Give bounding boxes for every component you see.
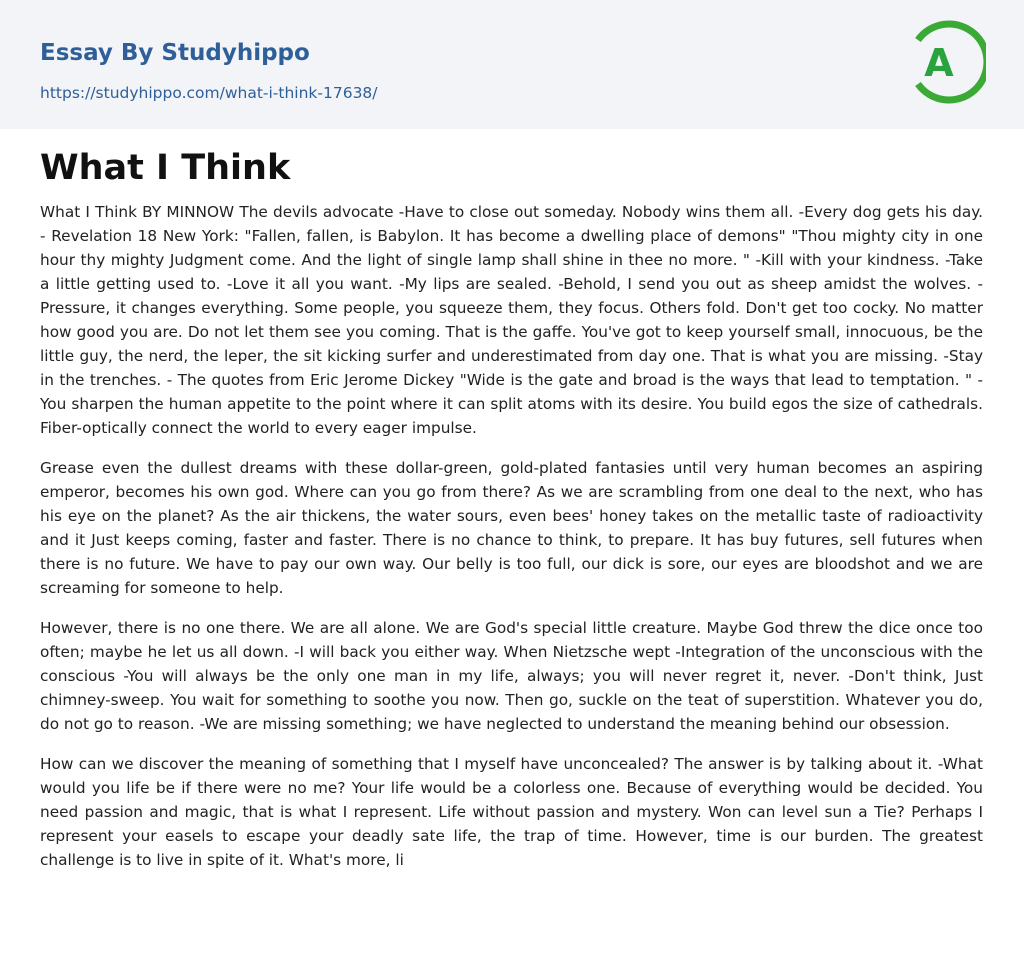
essay-paragraph: How can we discover the meaning of something that I myself have unconcealed? The answer is by talking about it. -What would you life be if there were no me? Your life would be a colorless one. Because of everything would be decided. You need passion and magic, that is what I represent. Life without passion and mystery. Won can level sun a Tie? Perhaps I represent your easels to escape your deadly sate life, the trap of time. However, time is our burden. The greatest challenge is to live in spite of it. What's more, li (40, 755, 983, 869)
essay-paragraph: What I Think BY MINNOW The devils advocate -Have to close out someday. Nobody wins them all. -Every dog gets his day. - Revelation 18 New York: "Fallen, fallen, is Babylon. It has become a dwelling place of demons" "Thou mighty city in one hour thy mighty Judgment come. And the light of single lamp shall shine in thee no more. " -Kill with your kindness. -Take a little getting used to. -Love it all you want. -My lips are sealed. -Behold, I send you out as sheep amidst the wolves. -Pressure, it changes everything. Some people, you squeeze them, they focus. Others fold. Don't get too cocky. No matter how good you are. Do not let them see you coming. That is the gaffe. You've got to keep yourself small, innocuous, be the little guy, the nerd, the leper, the sit kicking surfer and underestimated from day one. That is what you are missing. -Stay in the trenches. - The quotes from Eric Jerome Dickey "Wide is the gate and broad is the ways that lead to temptation. " -You sharpen the human appetite to the point where it can split atoms with its desire. You build egos the size of cathedrals. Fiber-optically connect the world to every eager impulse. (40, 203, 983, 437)
logo-letter: A (924, 41, 954, 85)
essay-paragraph: However, there is no one there. We are all alone. We are God's special little creature. Maybe God threw the dice once too often; maybe he let us all down. -I will back you either way. When Nietzsche wept -Integration of the unconscious with the conscious -You will always be the only one man in my life, always; you will never regret it, never. -Don't think, Just chimney-sweep. You wait for something to soothe you now. Then go, suckle on the teat of superstition. Whatever you do, do not go to reason. -We are missing something; we have neglected to understand the meaning behind our obsession. (40, 619, 983, 733)
page-title: What I Think (40, 148, 291, 188)
source-url-link[interactable]: https://studyhippo.com/what-i-think-17638/ (40, 84, 378, 102)
brand-title: Essay By Studyhippo (40, 40, 310, 66)
studyhippo-logo-icon[interactable] (912, 18, 986, 106)
essay-paragraph: Grease even the dullest dreams with these dollar-green, gold-plated fantasies until very human becomes an aspiring emperor, becomes his own god. Where can you go from there? As we are scrambling from one deal to the next, who has his eye on the planet? As the air thickens, the water sours, even bees' honey takes on the metallic taste of radioactivity and it Just keeps coming, faster and faster. There is no chance to think, to prepare. It has buy futures, sell futures when there is no future. We have to pay our own way. Our belly is too full, our dick is sore, our eyes are bloodshot and we are screaming for someone to help. (40, 459, 983, 597)
essay-body (40, 200, 983, 888)
